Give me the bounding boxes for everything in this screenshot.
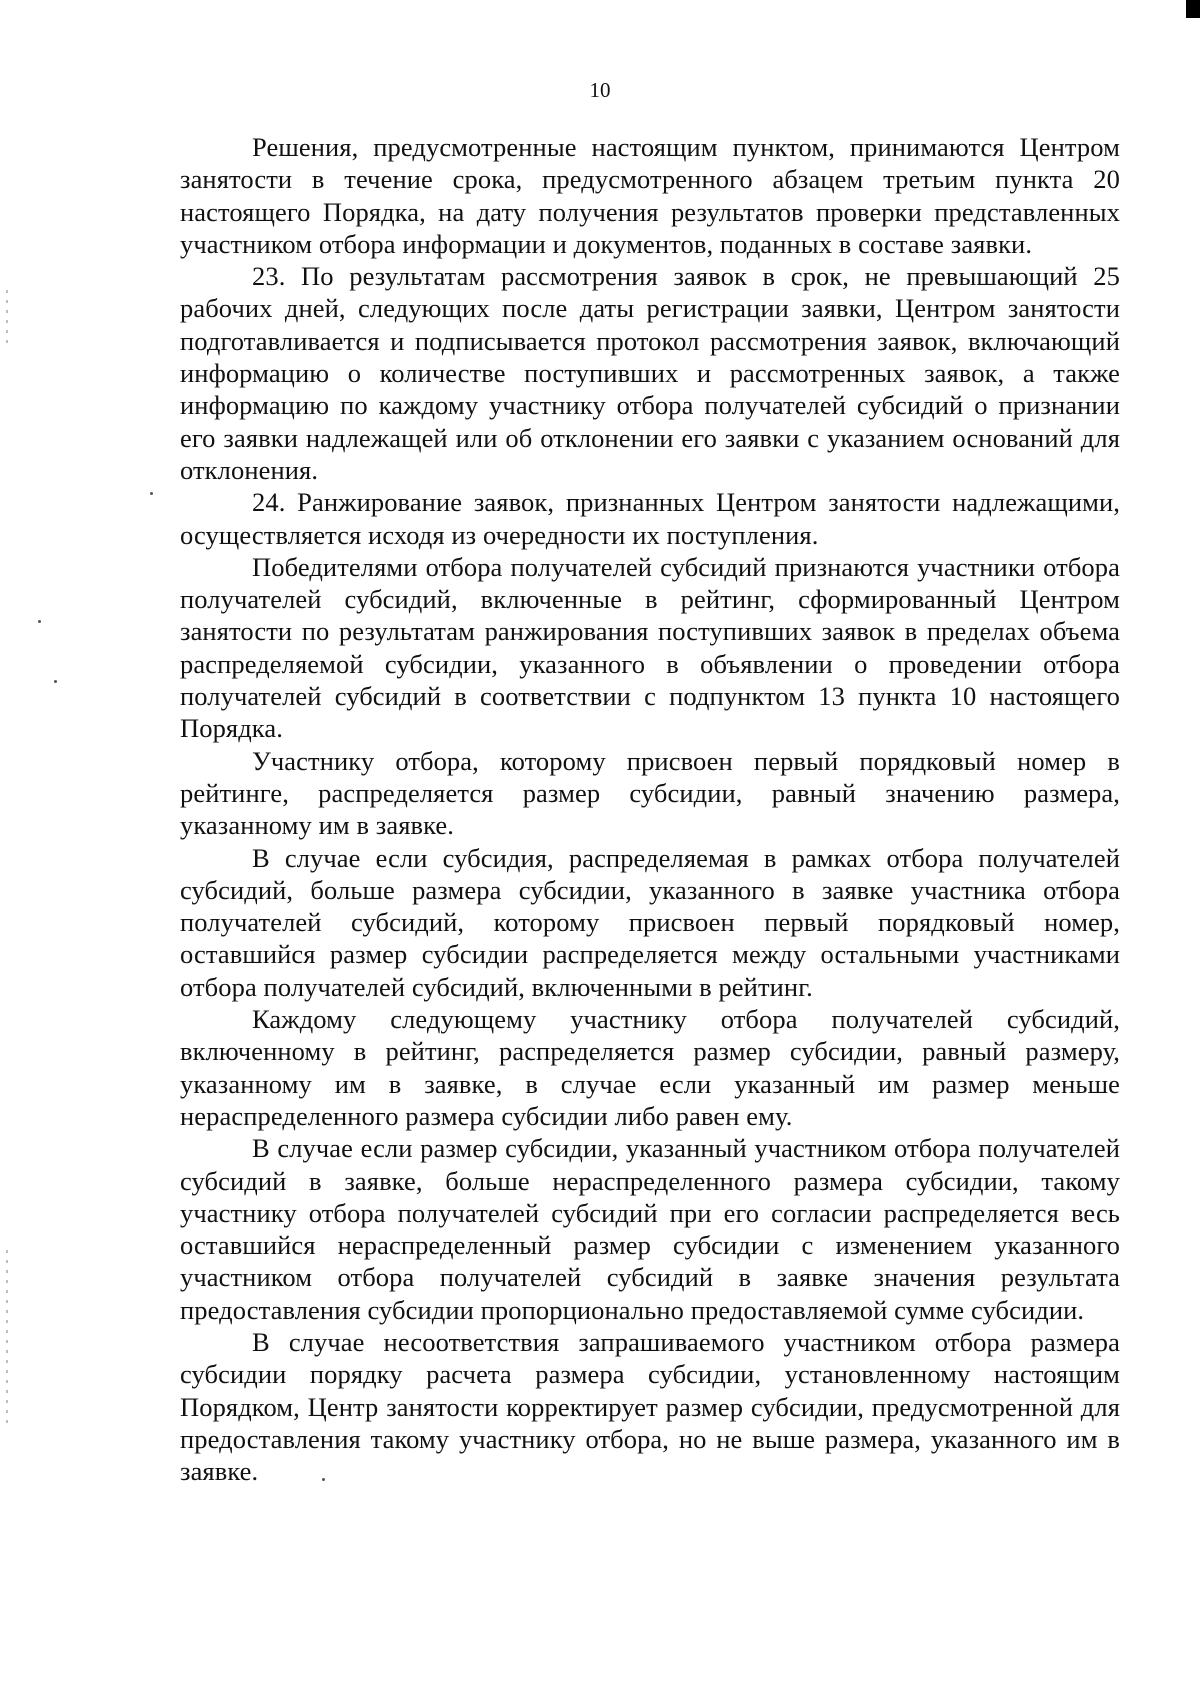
- scan-speck: [150, 492, 153, 495]
- scan-edge-artifact: [6, 1250, 8, 1430]
- paragraph: Участнику отбора, которому присвоен первый порядковый номер в рейтинге, распределяется размер субсидии, равный значению размера, указанному им в заявке.: [180, 745, 1120, 841]
- paragraph: Каждому следующему участнику отбора получателей субсидий, включенному в рейтинг, распределяется размер субсидии, равный размеру, указанному им в заявке, в случае если указанный им размер меньше нераспределенного размера субсидии либо равен ему.: [180, 1004, 1120, 1131]
- paragraph-item-23: 23. По результатам рассмотрения заявок в срок, не превышающий 25 рабочих дней, следующих после даты регистрации заявки, Центром занятости подготавливается и подписывается протокол рассмотрения заявок, включающий информацию о количестве поступивших и рассмотренных заявок, а также информацию по каждому участнику отбора получателей субсидий о признании его заявки надлежащей или об отклонении его заявки с указанием оснований для отклонения.: [180, 261, 1120, 485]
- paragraph: В случае несоответствия запрашиваемого участником отбора размера субсидии порядку расчета размера субсидии, установленному настоящим Порядком, Центр занятости корректирует размер субсидии, предусмотренной для предоставления такому участнику отбора, но не выше размера, указанного им в заявке.: [180, 1326, 1120, 1487]
- scan-speck: [54, 680, 57, 683]
- paragraph: Решения, предусмотренные настоящим пунктом, принимаются Центром занятости в течение срока, предусмотренного абзацем третьим пункта 20 настоящего Порядка, на дату получения результатов проверки представленных участником отбора информации и документов, поданных в составе заявки.: [180, 132, 1120, 259]
- paragraph: В случае если субсидия, распределяемая в рамках отбора получателей субсидий, больше размера субсидии, указанного в заявке участника отбора получателей субсидий, которому присвоен первый порядковый номер, оставшийся размер субсидии распределяется между остальными участниками отбора получателей субсидий, включенными в рейтинг.: [180, 842, 1120, 1002]
- document-body: [180, 131, 1120, 1487]
- page-number: 10: [589, 78, 611, 102]
- paragraph: В случае если размер субсидии, указанный участником отбора получателей субсидий в заявке, больше нераспределенного размера субсидии, такому участнику отбора получателей субсидий при его согласии распределяется весь оставшийся нераспределенный размер субсидии с изменением указанного участником отбора получателей субсидий в заявке значения результата предоставления субсидии пропорционально предоставляемой сумме субсидии.: [180, 1133, 1120, 1325]
- scan-edge-artifact: [6, 290, 8, 350]
- scan-speck: [38, 620, 41, 623]
- paragraph-item-24: 24. Ранжирование заявок, признанных Центром занятости надлежащими, осуществляется исходя из очередности их поступления.: [180, 487, 1120, 550]
- paragraph: Победителями отбора получателей субсидий признаются участники отбора получателей субсидий, включенные в рейтинг, сформированный Центром занятости по результатам ранжирования поступивших заявок в пределах объема распределяемой субсидии, указанного в объявлении о проведении отбора получателей субсидий в соответствии с подпунктом 13 пункта 10 настоящего Порядка.: [180, 551, 1120, 744]
- scan-corner-mark: [1186, 0, 1200, 18]
